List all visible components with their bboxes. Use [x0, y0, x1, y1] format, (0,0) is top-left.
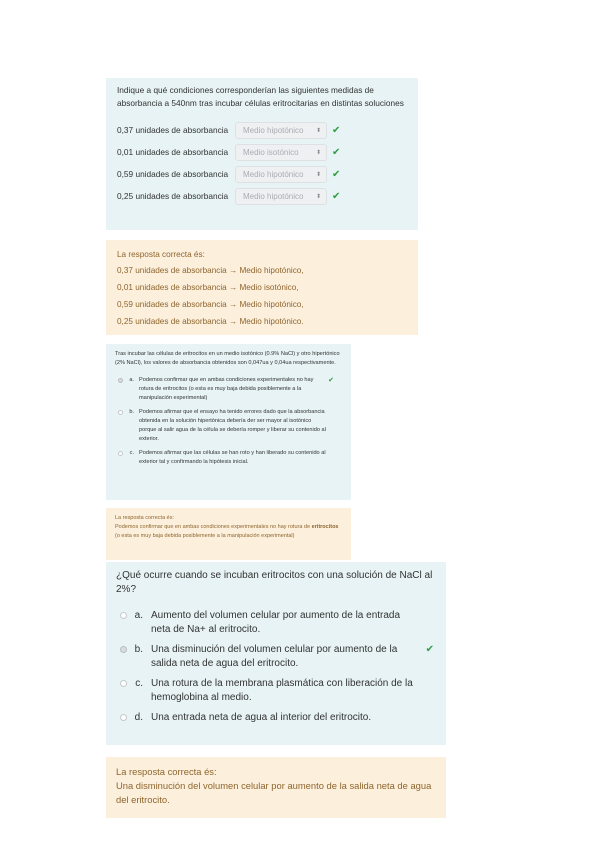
- option-letter: c.: [129, 450, 134, 456]
- feedback-title: La resposta correcta és:: [115, 515, 175, 521]
- feedback-title: La resposta correcta és:: [117, 250, 205, 259]
- answer-select-value: Medio hipotónico: [243, 191, 304, 201]
- question-2-card: [106, 344, 351, 500]
- answer-select-value: Medio hipotónico: [243, 125, 304, 135]
- answer-option-b[interactable]: [118, 408, 342, 444]
- match-row-label: 0,01 unidades de absorbancia: [117, 147, 229, 157]
- check-icon: ✔: [332, 124, 341, 136]
- option-text: Una entrada neta de agua al interior del eritrocito.: [151, 712, 372, 723]
- chevron-updown-icon: ⬍: [315, 127, 321, 134]
- radio-button[interactable]: [120, 714, 127, 721]
- answer-option-a[interactable]: [118, 376, 342, 403]
- option-text: Una rotura de la membrana plasmática con liberación de la hemoglobina al medio.: [151, 678, 413, 703]
- feedback-line: 0,01 unidades de absorbancia → Medio isotónico,: [117, 283, 299, 292]
- feedback-1-card: [106, 240, 418, 335]
- feedback-line: 0,59 unidades de absorbancia → Medio hipotónico,: [117, 300, 304, 309]
- question-1-card: [106, 78, 418, 230]
- option-letter: b.: [129, 409, 134, 415]
- feedback-text: Una disminución del volumen celular por aumento de la salida neta de agua del eritrocito.: [116, 780, 432, 805]
- answer-select[interactable]: [235, 166, 327, 183]
- feedback-title: La resposta correcta és:: [116, 766, 217, 777]
- check-icon: ✔: [328, 377, 334, 384]
- option-text: Una disminución del volumen celular por aumento de la salida neta de agua del eritrocito.: [151, 644, 398, 669]
- match-row-label: 0,37 unidades de absorbancia: [117, 125, 229, 135]
- match-row-label: 0,25 unidades de absorbancia: [117, 191, 229, 201]
- radio-button[interactable]: [120, 680, 127, 687]
- answer-option-a[interactable]: [120, 609, 436, 637]
- option-text: Podemos afirmar que las células se han roto y han liberado su contenido al exterior tal y confirmando la hipótesis inicial.: [139, 450, 326, 465]
- check-icon: ✔: [425, 644, 434, 655]
- question-3-card: [106, 562, 446, 745]
- answer-select-value: Medio hipotónico: [243, 169, 304, 179]
- question-text: ¿Qué ocurre cuando se incuban eritrocitos con una solución de NaCl al 2%?: [116, 570, 433, 595]
- match-row: [117, 185, 407, 207]
- match-row: [117, 163, 407, 185]
- answer-select[interactable]: [235, 144, 327, 161]
- option-text: Podemos afirmar que el ensayo ha tenido errores dado que la absorbancia obtenida en la solución hipertónica debería der ser mayor al isotónico porque al salir agua de la célula se debería romper y liberar su contenido al exterior.: [139, 409, 326, 442]
- check-icon: ✔: [332, 168, 341, 180]
- feedback-text: Podemos confirmar que en ambas condiciones experimentales no hay rotura de eritrocitos (o esta es muy baja debida posiblemente a la manipulación experimental): [115, 524, 339, 539]
- answer-select[interactable]: [235, 188, 327, 205]
- feedback-line: 0,37 unidades de absorbancia → Medio hipotónico,: [117, 266, 304, 275]
- option-letter: b.: [134, 644, 143, 655]
- question-text: Indique a qué condiciones corresponderían las siguientes medidas de absorbancia a 540nm tras incubar células eritrocitarias en distintas soluciones: [117, 85, 404, 108]
- check-icon: ✔: [332, 146, 341, 158]
- feedback-2-card: [106, 508, 351, 560]
- question-text: Tras incubar las células de eritrocitos en un medio isotónico (0.9% NaCl) y otro hipertónico (2% NaCl), los valores de absorbancia obtenidos son 0,047ua y 0,04ua respectivamente.: [115, 351, 340, 366]
- match-row-label: 0,59 unidades de absorbancia: [117, 169, 229, 179]
- radio-button[interactable]: [120, 646, 127, 653]
- match-row: [117, 141, 407, 163]
- answer-select[interactable]: [235, 122, 327, 139]
- chevron-updown-icon: ⬍: [315, 193, 321, 200]
- check-icon: ✔: [332, 190, 341, 202]
- option-letter: a.: [134, 610, 143, 621]
- option-text: Podemos confirmar que en ambas condiciones experimentales no hay rotura de eritrocitos (o esta es muy baja debida posiblemente a la manipulación experimental): [139, 377, 314, 401]
- answer-option-b[interactable]: [120, 643, 436, 671]
- option-letter: d.: [134, 712, 143, 723]
- option-letter: c.: [135, 678, 143, 689]
- chevron-updown-icon: ⬍: [315, 171, 321, 178]
- match-row: [117, 119, 407, 141]
- answer-option-c[interactable]: [120, 677, 436, 705]
- chevron-updown-icon: ⬍: [315, 149, 321, 156]
- feedback-line: 0,25 unidades de absorbancia → Medio hipotónico.: [117, 317, 304, 326]
- answer-option-c[interactable]: [118, 449, 342, 467]
- radio-button[interactable]: [120, 612, 127, 619]
- feedback-3-card: [106, 757, 446, 818]
- option-letter: a.: [129, 377, 134, 383]
- answer-option-d[interactable]: [120, 711, 436, 725]
- option-text: Aumento del volumen celular por aumento de la entrada neta de Na+ al eritrocito.: [151, 610, 401, 635]
- answer-select-value: Medio isotónico: [243, 147, 299, 157]
